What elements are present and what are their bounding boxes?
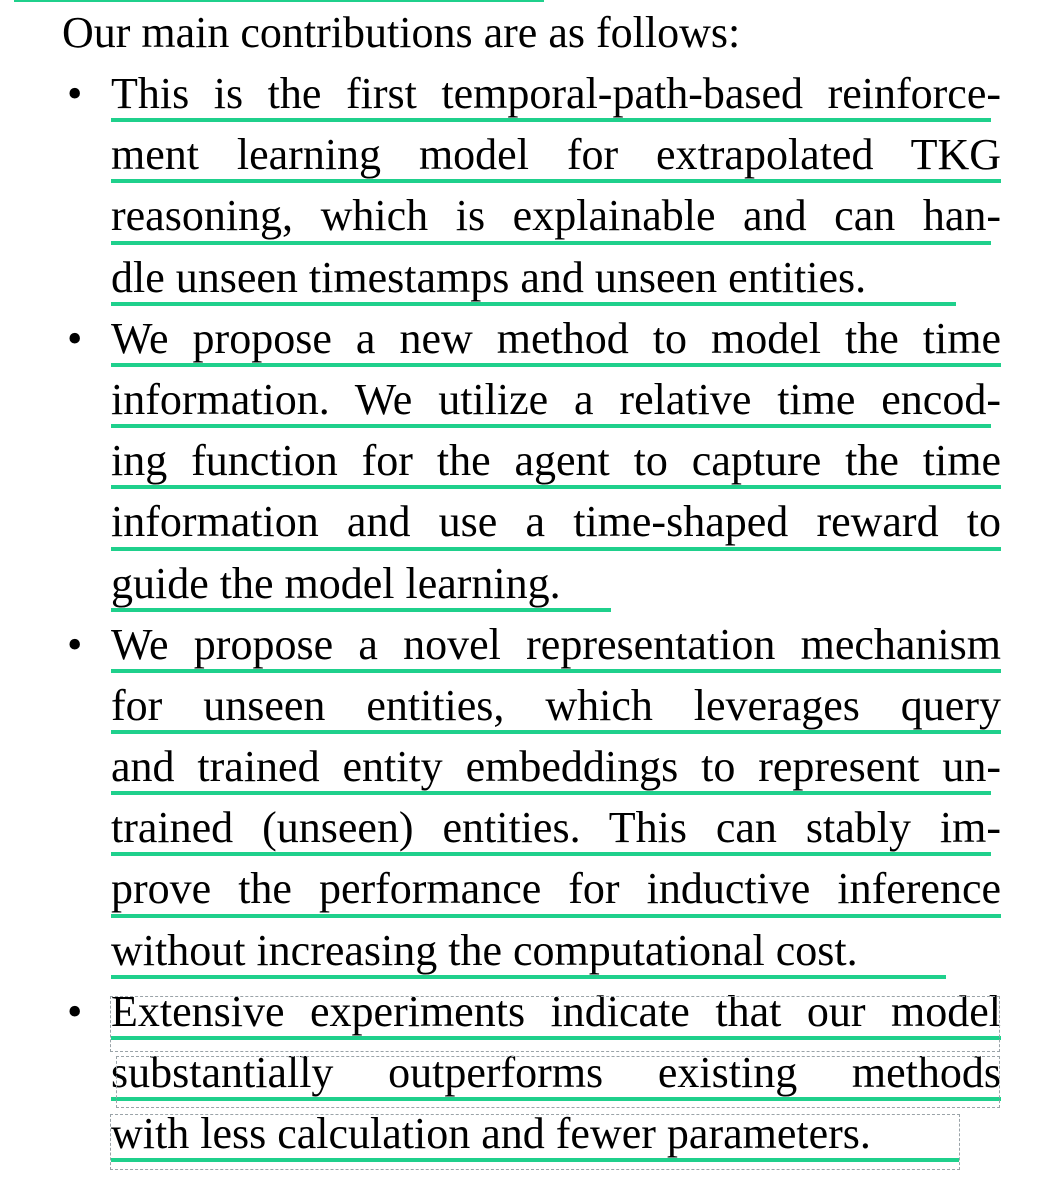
text-line xyxy=(111,675,1001,736)
text-line-content: This is the first temporal-path-based reinforce- xyxy=(111,69,1001,118)
text-line-content: information. We utilize a relative time encod- xyxy=(111,374,1001,424)
text-line-content: trained (unseen) entities. This can stably im- xyxy=(111,803,1001,853)
highlight-underline xyxy=(111,669,1001,673)
text-line-content: ing function for the agent to capture the time xyxy=(111,436,1001,486)
text-line xyxy=(111,185,1001,246)
text-line-content: guide the model learning. xyxy=(111,558,561,608)
text-line xyxy=(111,614,1001,675)
text-line-content: prove the performance for inductive inference xyxy=(111,864,1001,914)
bullet-icon: • xyxy=(67,619,83,669)
text-line xyxy=(111,247,1001,308)
contribution-text xyxy=(111,981,1001,1165)
text-line-content: Extensive experiments indicate that our model xyxy=(111,986,1001,1036)
highlight-underline xyxy=(111,1158,959,1162)
text-line-content: with less calculation and fewer parameters. xyxy=(111,1109,871,1159)
contribution-text xyxy=(111,63,1001,308)
text-line-content: for unseen entities, which leverages query xyxy=(111,680,1001,730)
contribution-text xyxy=(111,308,1001,614)
highlight-underline xyxy=(111,424,991,428)
text-line xyxy=(111,63,1001,124)
text-line xyxy=(111,858,1001,919)
highlight-underline xyxy=(111,485,1001,489)
contribution-item xyxy=(0,981,1048,1165)
text-line-content: substantially outperforms existing methods xyxy=(111,1048,1001,1097)
highlight-underline xyxy=(111,1097,1001,1101)
text-line-content: We propose a new method to model the time xyxy=(111,313,1001,363)
bullet-icon: • xyxy=(67,313,83,363)
highlight-underline xyxy=(111,914,1001,918)
bullet-icon: • xyxy=(67,986,83,1036)
highlight-underline xyxy=(111,302,956,306)
highlight-underline xyxy=(111,608,611,612)
text-line-content: and trained entity embeddings to represent un- xyxy=(111,742,1001,792)
highlight-underline xyxy=(111,852,991,856)
text-line xyxy=(111,430,1001,491)
contribution-text xyxy=(111,614,1001,981)
contribution-item xyxy=(0,63,1048,308)
text-line-content: We propose a novel representation mechanism xyxy=(111,619,1001,669)
contributions-list xyxy=(0,63,1048,1164)
text-line-content: without increasing the computational cost. xyxy=(111,925,858,975)
text-line xyxy=(111,981,1001,1042)
highlight-underline xyxy=(111,179,1001,183)
highlight-underline xyxy=(111,241,991,245)
text-line xyxy=(111,1103,1001,1164)
bullet-icon: • xyxy=(67,69,83,118)
highlight-underline xyxy=(111,363,1001,367)
highlight-underline xyxy=(111,118,991,122)
text-line xyxy=(111,1042,1001,1103)
text-line-content: reasoning, which is explainable and can han- xyxy=(111,191,1001,241)
intro-sentence: Our main contributions are as follows: xyxy=(62,8,741,57)
text-line-content: ment learning model for extrapolated TKG xyxy=(111,130,1001,180)
text-line xyxy=(111,308,1001,369)
text-line xyxy=(111,124,1001,185)
highlight-underline xyxy=(111,975,946,979)
text-line xyxy=(111,920,1001,981)
highlight-underline xyxy=(111,730,1001,734)
text-line xyxy=(111,553,1001,614)
highlight-underline xyxy=(111,791,991,795)
text-line xyxy=(111,491,1001,552)
contribution-item xyxy=(0,308,1048,614)
text-line xyxy=(111,736,1001,797)
contribution-item xyxy=(0,614,1048,981)
highlight-underline xyxy=(111,547,1001,551)
text-line xyxy=(111,369,1001,430)
text-line-content: information and use a time-shaped reward to xyxy=(111,497,1001,547)
text-line xyxy=(111,797,1001,858)
highlight-underline xyxy=(111,1036,1001,1040)
text-line-content: dle unseen timestamps and unseen entities. xyxy=(111,252,867,302)
